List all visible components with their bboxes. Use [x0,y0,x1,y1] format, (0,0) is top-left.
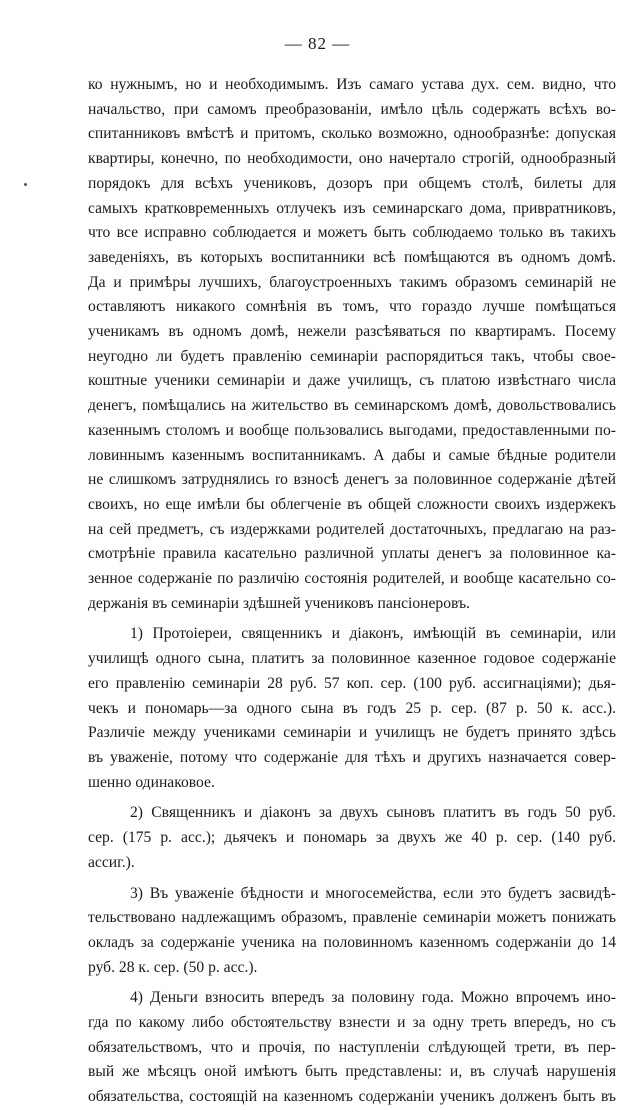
text-line: казеннымъ столомъ и вообще пользовались выгодами, предоставленными по- [88,421,616,439]
text-line: чекъ и пономарь—за одного сына въ годъ 25 р. сер. (87 р. 50 к. асс.). [88,699,616,717]
text-line: денегъ, помѣщались на жительство въ семинарскомъ домѣ, довольствовались [88,397,616,415]
text-line: вый же мѣсяцъ оной имѣютъ быть представлены: и, въ случаѣ нарушенія [88,1063,616,1081]
text-line: обязательствомъ, что и прочія, по наступленіи слѣдующей трети, въ пер- [88,1038,616,1056]
text-line: Да и примѣры лучшихъ, благоустроенныхъ такимъ образомъ семинарій не [88,273,616,291]
text-line: гда по какому либо обстоятельству взнести и за одну треть впередъ, но съ [88,1014,616,1032]
text-line: ко нужнымъ, но и необходимымъ. Изъ самаго устава дух. сем. видно, что [88,76,616,93]
body-text [88,73,616,1110]
text-line: ловиннымъ казеннымъ воспитанникамъ. А дабы и самые бѣдные родители [88,446,616,464]
text-line: держанія въ семинаріи здѣшней учениковъ пансіонеровъ. [88,594,470,612]
page-number: — 82 — [284,34,351,53]
text-line: заведеніяхъ, въ которыхъ воспитанники всѣ помѣщаются въ одномъ домѣ. [88,248,616,266]
text-line: 4) Деньги взносить впередъ за половину года. Можно впрочемъ ино- [130,989,616,1007]
text-line: на сей предметъ, съ издержками родителей достаточныхъ, предлагаю на раз- [88,520,616,538]
text-line: ученикамъ въ одномъ домѣ, нежели разсѣяваться по квартирамъ. Посему [88,323,616,341]
text-line: руб. 28 к. сер. (50 р. асс.). [88,958,258,976]
text-line: окладъ за содержаніе ученика на половинномъ казенномъ содержаніи до 14 [88,933,616,951]
text-line: 3) Въ уваженіе бѣдности и многосемейства, если это будетъ засвидѣ- [130,884,616,902]
text-line: обязательства, состоящій на казенномъ содержаніи ученикъ долженъ быть въ [88,1088,616,1106]
margin-mark [24,183,27,186]
text-line: зенное содержаніе по различію состоянія родителей, и вообще касательно со- [88,570,616,588]
text-line: неугодно ли будетъ правленію семинаріи распорядиться такъ, чтобы свое- [88,347,616,365]
text-line: его правленію семинаріи 28 руб. 57 коп. сер. (100 руб. ассигнаціями); дья- [88,674,616,692]
text-line: Различіе между учениками семинаріи и училищъ не будетъ принято здѣсь [88,724,616,742]
text-line: тельствовано надлежащимъ образомъ, правленіе семинаріи можетъ понижать [88,909,616,927]
text-line: 2) Священникъ и діаконъ за двухъ сыновъ платитъ въ годъ 50 руб. [130,804,616,822]
text-line: ассиг.). [88,853,135,871]
text-line: смотрѣніе правила касательно различной уплаты денегъ за половинное ка- [88,545,616,563]
text-line: самыхъ кратковременныхъ отлучекъ изъ семинарскаго дома, привратниковъ, [88,199,616,217]
text-line: спитанниковъ вмѣстѣ и притомъ, сколько возможно, однообразнѣе: допуская [88,125,616,143]
text-line: училищѣ одного сына, платитъ за половинное казенное годовое содержаніе [88,650,616,668]
text-line: коштные ученики семинаріи и даже училищъ, съ платою извѣстнаго числа [88,372,616,390]
text-line: сер. (175 р. асс.); дьячекъ и пономарь за двухъ же 40 р. сер. (140 руб. [88,829,616,847]
text-line: своихъ, но еще имѣли бы облегченіе въ общей сложности своихъ издержекъ [88,495,616,513]
text-line: начальство, при самомъ преобразованіи, имѣло цѣль содержать всѣхъ во- [88,100,616,118]
text-line: порядокъ для всѣхъ учениковъ, дозоръ при общемъ столѣ, билеты для [88,174,616,192]
text-line: квартиры, конечно, по необходимости, оно начертало строгій, однообразный [88,150,616,168]
text-line: оставляютъ никакого сомнѣнія въ томъ, что гораздо лучше помѣщаться [88,298,616,316]
text-line: не слишкомъ затруднялись ro взносѣ денегъ за половинное содержаніе дѣтей [88,471,616,489]
text-line: въ уваженіе, потому что содержаніе для тѣхъ и другихъ назначается совер- [88,748,616,766]
text-line: 1) Протоіереи, священникъ и діаконъ, имѣющій въ семинаріи, или [130,625,616,643]
text-line: шенно одинаковое. [88,773,215,791]
text-line: что все исправно соблюдается и можетъ быть соблюдаемо только въ такихъ [88,224,616,242]
